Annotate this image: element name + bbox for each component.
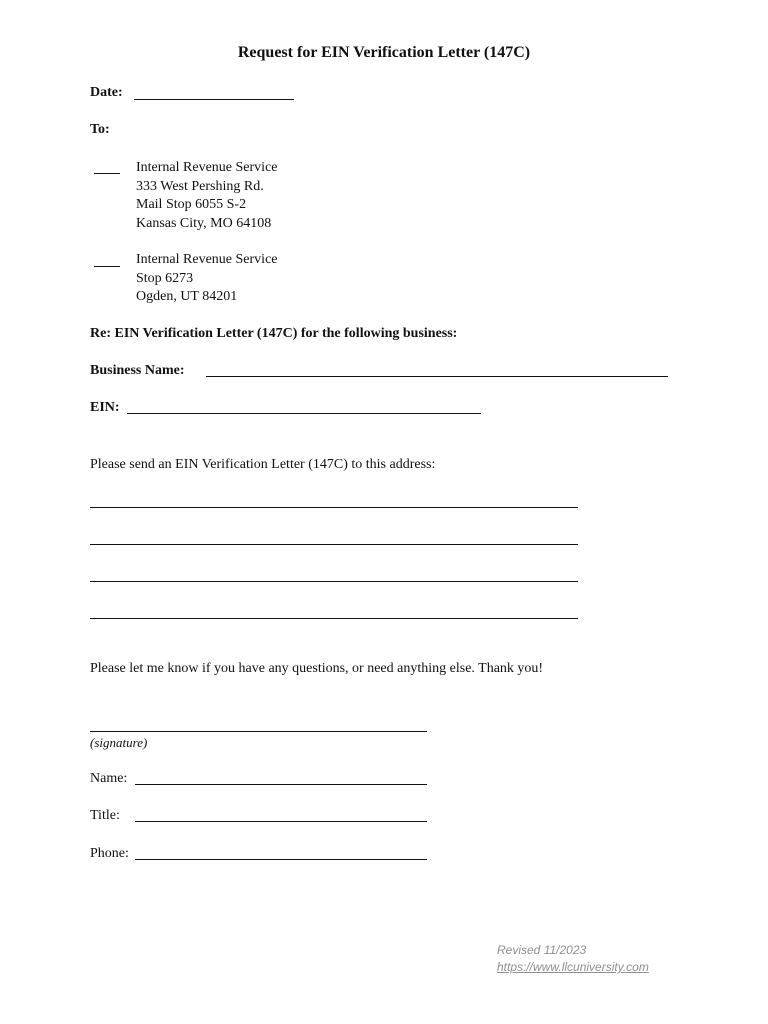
title-label: Title: bbox=[90, 808, 120, 823]
website-link[interactable]: https://www.llcuniversity.com bbox=[497, 960, 649, 974]
mailing-address-line-3[interactable] bbox=[90, 568, 578, 582]
phone-label: Phone: bbox=[90, 846, 129, 861]
address-1-checkbox-line[interactable] bbox=[94, 173, 120, 174]
address-1-line: Kansas City, MO 64108 bbox=[136, 215, 272, 231]
date-field[interactable] bbox=[134, 87, 294, 100]
ein-field[interactable] bbox=[127, 401, 481, 414]
name-field[interactable] bbox=[135, 772, 427, 785]
business-name-label: Business Name: bbox=[90, 363, 185, 378]
mailing-address-line-1[interactable] bbox=[90, 494, 578, 508]
to-label: To: bbox=[90, 122, 110, 137]
document-title: Request for EIN Verification Letter (147C) bbox=[237, 44, 531, 61]
address-2 bbox=[136, 251, 278, 307]
mailing-address-line-2[interactable] bbox=[90, 531, 578, 545]
signature-field[interactable] bbox=[90, 719, 427, 732]
title-field[interactable] bbox=[135, 809, 427, 822]
name-label: Name: bbox=[90, 771, 128, 786]
date-label: Date: bbox=[90, 85, 123, 100]
business-name-field[interactable] bbox=[206, 364, 668, 377]
address-2-checkbox-line[interactable] bbox=[94, 266, 120, 267]
address-1-line: 333 West Pershing Rd. bbox=[136, 178, 264, 194]
address-2-line: Stop 6273 bbox=[136, 270, 194, 286]
send-instruction: Please send an EIN Verification Letter (147C) to this address: bbox=[90, 457, 436, 472]
closing-text: Please let me know if you have any questions, or need anything else. Thank you! bbox=[90, 661, 544, 676]
address-2-line: Ogden, UT 84201 bbox=[136, 289, 238, 305]
phone-field[interactable] bbox=[135, 847, 427, 860]
address-1 bbox=[136, 159, 278, 233]
address-1-line: Mail Stop 6055 S-2 bbox=[136, 197, 247, 213]
re-line: Re: EIN Verification Letter (147C) for the following business: bbox=[90, 326, 458, 341]
ein-label: EIN: bbox=[90, 400, 120, 415]
address-1-line: Internal Revenue Service bbox=[136, 160, 278, 175]
revision-note: Revised 11/2023 bbox=[497, 943, 587, 957]
address-2-line: Internal Revenue Service bbox=[136, 252, 278, 267]
signature-caption: (signature) bbox=[90, 735, 148, 750]
mailing-address-line-4[interactable] bbox=[90, 605, 578, 619]
